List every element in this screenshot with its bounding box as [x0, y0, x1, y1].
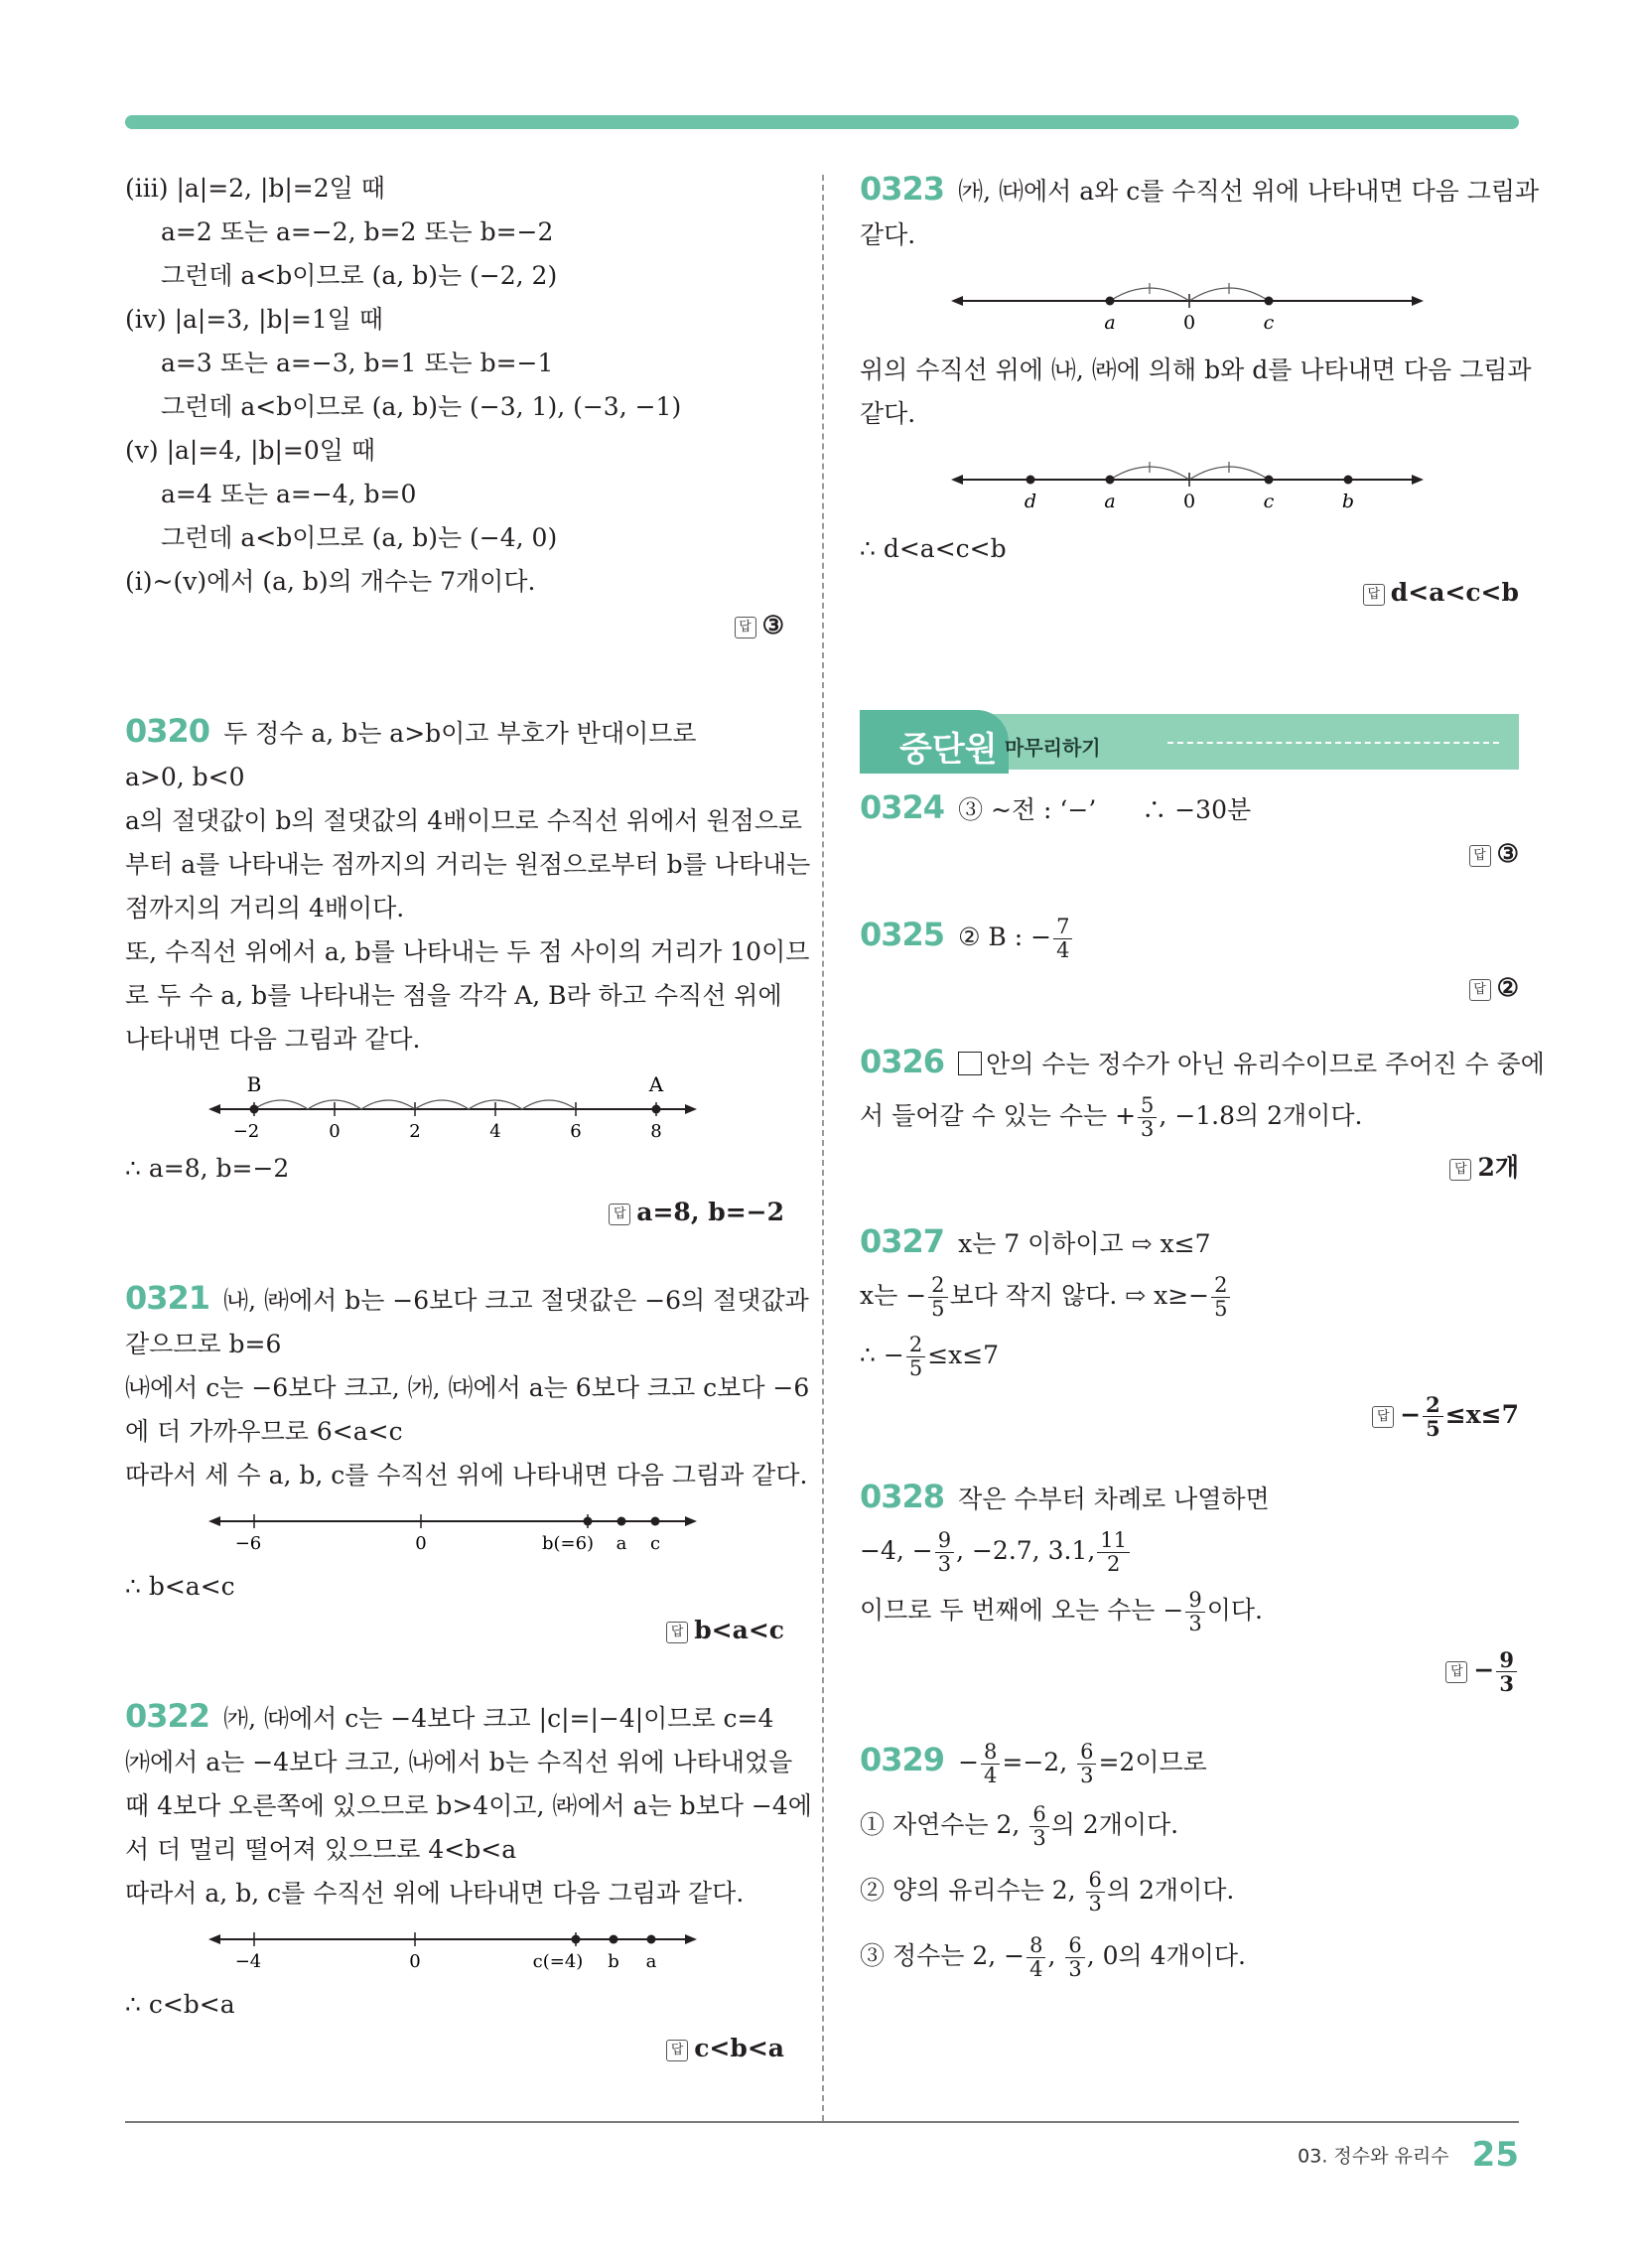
tick-label: 2 — [409, 1121, 421, 1141]
tick-label: 0 — [415, 1533, 427, 1554]
answer-line — [860, 571, 1519, 615]
tick-label: −2 — [232, 1121, 260, 1141]
answer-mark-icon: 답 — [1363, 584, 1385, 606]
problem-0321 — [125, 1276, 809, 1323]
tick-label: c — [1263, 312, 1275, 334]
text-line: a>0, b<0 — [125, 763, 245, 791]
number-line-0322 — [125, 1921, 784, 1977]
tick-label: a — [1104, 491, 1116, 512]
text-line: a=4 또는 a=−4, b=0 — [161, 480, 417, 508]
text-line: 따라서 세 수 a, b, c를 수직선 위에 나타내면 다음 그림과 같다. — [125, 1461, 808, 1489]
fraction: $\frac{9}{3}$ — [1496, 1648, 1517, 1695]
answer-value: 2개 — [1477, 1153, 1519, 1182]
banner-title: 중단원 — [899, 730, 998, 770]
answer-line: 답 − $\frac{9}{3}$ — [860, 1640, 1519, 1700]
text-line: 부터 a를 나타내는 점까지의 거리는 원점으로부터 b를 나타내는 — [125, 850, 811, 879]
text-line: a=3 또는 a=−3, b=1 또는 b=−1 — [161, 349, 554, 377]
text-line: ㈎, ㈐에서 a와 c를 수직선 위에 나타내면 다음 그림과 — [958, 177, 1540, 206]
chapter-label: 03. 정수와 유리수 — [1298, 2145, 1449, 2168]
answer-mark-icon: 답 — [1372, 1406, 1394, 1428]
fraction: $\frac{6}{3}$ — [1029, 1803, 1048, 1850]
tick-label: a — [616, 1533, 627, 1554]
right-column — [860, 167, 1545, 1989]
answer-mark-icon: 답 — [1469, 979, 1491, 1001]
bottom-rule — [125, 2121, 1519, 2123]
text-line: (iv) |a|=3, |b|=1일 때 — [125, 305, 384, 334]
text-line: 따라서 a, b, c를 수직선 위에 나타내면 다음 그림과 같다. — [125, 1879, 745, 1908]
problem-0323 — [860, 167, 1540, 213]
problem-0320 — [125, 709, 784, 756]
column-divider — [822, 175, 824, 2121]
answer-line — [860, 1146, 1519, 1190]
fraction: $\frac{8}{4}$ — [1026, 1934, 1045, 1981]
problem-0327 — [860, 1219, 1519, 1266]
problem-number: 0327 — [860, 1222, 945, 1260]
problem-0324 — [860, 785, 1519, 832]
problem-number: 0329 — [860, 1741, 945, 1778]
fraction: $\frac{2}{5}$ — [1423, 1393, 1443, 1440]
number-line-0323-b — [860, 442, 1519, 521]
text-line: 안의 수는 정수가 아닌 유리수이므로 주어진 수 중에 — [986, 1050, 1545, 1078]
text-line: x는 − $\frac{2}{5}$ 보다 작지 않다. ⇨ x≥− $\frac{2}{5}$ — [860, 1266, 1519, 1326]
conclusion: ∴ b<a<c — [125, 1572, 235, 1601]
problem-0329: 0329 − $\frac{8}{4}$ =−2, $\frac{6}{3}$ =2이므로 — [860, 1740, 1207, 1787]
answer-value: c<b<a — [694, 2034, 784, 2062]
answer-value: b<a<c — [694, 1616, 784, 1644]
tick-label: b — [608, 1951, 619, 1972]
answer-line — [860, 832, 1519, 876]
answer-mark-icon: 답 — [1449, 1159, 1471, 1181]
point-label-b: B — [246, 1072, 262, 1096]
answer-mark-icon: 답 — [609, 1204, 630, 1225]
fraction: $\frac{2}{5}$ — [1211, 1274, 1230, 1321]
tick-label: −6 — [234, 1533, 262, 1554]
answer-value: a=8, b=−2 — [636, 1198, 784, 1226]
text-line: 같다. — [860, 399, 916, 428]
text-line: 작은 수부터 차례로 나열하면 — [958, 1485, 1270, 1513]
text-line: 위의 수직선 위에 ㈏, ㈑에 의해 b와 d를 나타내면 다음 그림과 — [860, 355, 1532, 384]
conclusion: ∴ d<a<c<b — [860, 534, 1007, 563]
text-line: 또, 수직선 위에서 a, b를 나타내는 두 점 사이의 거리가 10이므 — [125, 937, 810, 966]
text-line: 그런데 a<b이므로 (a, b)는 (−4, 0) — [161, 523, 558, 552]
answer-line — [125, 604, 784, 647]
text-line: ① 자연수는 2, $\frac{6}{3}$ 의 2개이다. — [860, 1802, 1179, 1850]
answer-value: d<a<c<b — [1390, 578, 1519, 607]
text-line: ② 양의 유리수는 2, $\frac{6}{3}$ 의 2개이다. — [860, 1868, 1235, 1915]
banner-subtitle: 마무리하기 — [1005, 736, 1101, 760]
text-line: (v) |a|=4, |b|=0일 때 — [125, 436, 376, 465]
text-line: −4, − $\frac{9}{3}$ , −2.7, 3.1, $\frac{11}{2}$ — [860, 1521, 1519, 1581]
number-line-0320 — [125, 1067, 784, 1141]
fraction: $\frac{6}{3}$ — [1077, 1741, 1096, 1787]
answer-mark-icon: 답 — [1445, 1661, 1467, 1683]
text-line: ③ ~전 : ‘−’ — [958, 795, 1097, 824]
text-line: ② B : − — [958, 922, 1052, 951]
problem-0328 — [860, 1475, 1519, 1521]
text-line: 두 정수 a, b는 a>b이고 부호가 반대이므로 — [223, 719, 697, 748]
text-line: ㈏에서 c는 −6보다 크고, ㈎, ㈐에서 a는 6보다 크고 c보다 −6 — [125, 1373, 810, 1402]
problem-number: 0325 — [860, 916, 945, 953]
text-line: ㈎, ㈐에서 c는 −4보다 크고 |c|=|−4|이므로 c=4 — [223, 1704, 774, 1733]
top-accent-bar — [125, 115, 1519, 129]
problem-number: 0323 — [860, 170, 945, 208]
tick-label: a — [645, 1951, 657, 1972]
text-line: 서 더 멀리 떨어져 있으므로 4<b<a — [125, 1835, 517, 1864]
number-line-0321 — [125, 1503, 784, 1559]
text-line: 이므로 두 번째에 오는 수는 − $\frac{9}{3}$ 이다. — [860, 1588, 1263, 1635]
tick-label: 4 — [489, 1121, 501, 1141]
answer-line — [125, 2027, 784, 2070]
tick-label: b(=6) — [541, 1533, 595, 1554]
tick-label: d — [1024, 491, 1037, 512]
blank-box-icon — [958, 1052, 982, 1075]
page-footer — [1298, 2135, 1519, 2175]
banner-dashes — [1167, 742, 1499, 744]
point-label-a: A — [648, 1072, 664, 1096]
answer-value: ③ — [761, 611, 784, 639]
answer-line — [125, 1191, 784, 1234]
fraction: $\frac{2}{5}$ — [906, 1334, 925, 1380]
problem-number: 0326 — [860, 1043, 945, 1080]
tick-label: −4 — [234, 1951, 262, 1972]
tick-label: 8 — [650, 1121, 662, 1141]
tick-label: 0 — [1182, 491, 1196, 512]
text-line: 같으므로 b=6 — [125, 1330, 282, 1358]
text-line: (i)~(v)에서 (a, b)의 개수는 7개이다. — [125, 567, 536, 596]
problem-0326 — [860, 1040, 1545, 1086]
problem-number: 0324 — [860, 788, 945, 826]
tick-label: c — [1263, 491, 1275, 512]
text-line: 서 들어갈 수 있는 수는 + $\frac{5}{3}$ , −1.8의 2개이다. — [860, 1093, 1363, 1141]
text-line: ∴ −30분 — [1142, 795, 1252, 824]
fraction: $\frac{7}{4}$ — [1053, 916, 1072, 962]
fraction: $\frac{9}{3}$ — [1185, 1589, 1204, 1635]
fraction: $\frac{9}{3}$ — [935, 1529, 954, 1576]
tick-label: b — [1341, 491, 1355, 512]
tick-label: 0 — [409, 1951, 421, 1972]
problem-number: 0321 — [125, 1279, 210, 1317]
answer-line — [125, 1609, 784, 1652]
text-line: 같다. — [860, 220, 916, 249]
text-line: a의 절댓값이 b의 절댓값의 4배이므로 수직선 위에서 원점으로 — [125, 806, 803, 835]
conclusion: ∴ − $\frac{2}{5}$ ≤x≤7 — [860, 1333, 1000, 1380]
answer-value: ② — [1496, 973, 1519, 1002]
text-line: 그런데 a<b이므로 (a, b)는 (−3, 1), (−3, −1) — [161, 392, 682, 421]
text-line: ㈏, ㈑에서 b는 −6보다 크고 절댓값은 −6의 절댓값과 — [223, 1286, 809, 1315]
text-line: 그런데 a<b이므로 (a, b)는 (−2, 2) — [161, 261, 558, 290]
fraction: $\frac{8}{4}$ — [981, 1741, 1000, 1787]
text-line: ③ 정수는 2, − $\frac{8}{4}$ , $\frac{6}{3}$ , 0의 4개이다. — [860, 1933, 1246, 1981]
answer-mark-icon: 답 — [666, 2040, 688, 2061]
fraction: $\frac{6}{3}$ — [1065, 1934, 1084, 1981]
answer-mark-icon: 답 — [735, 617, 756, 638]
tick-label: c — [649, 1533, 661, 1554]
text-line: 나타내면 다음 그림과 같다. — [125, 1025, 421, 1054]
text-line: a=2 또는 a=−2, b=2 또는 b=−2 — [161, 217, 554, 246]
tick-label: 0 — [1182, 312, 1196, 334]
conclusion: ∴ a=8, b=−2 — [125, 1154, 290, 1183]
answer-line — [860, 966, 1519, 1010]
conclusion: ∴ c<b<a — [125, 1990, 235, 2019]
fraction: $\frac{2}{5}$ — [928, 1274, 947, 1321]
text-line: (iii) |a|=2, |b|=2일 때 — [125, 174, 385, 203]
tick-label: 0 — [329, 1121, 341, 1141]
number-line-0323-a — [860, 263, 1519, 343]
fraction: $\frac{5}{3}$ — [1138, 1094, 1157, 1141]
section-banner — [860, 714, 1519, 770]
answer-value: ③ — [1496, 839, 1519, 868]
answer-mark-icon: 답 — [1469, 845, 1491, 867]
problem-number: 0328 — [860, 1478, 945, 1515]
problem-number: 0322 — [125, 1697, 210, 1735]
answer-mark-icon: 답 — [666, 1622, 688, 1643]
fraction: $\frac{11}{2}$ — [1097, 1529, 1130, 1576]
fraction: $\frac{6}{3}$ — [1086, 1869, 1105, 1915]
tick-label: a — [1104, 312, 1116, 334]
text-line: 때 4보다 오른쪽에 있으므로 b>4이고, ㈑에서 a는 b보다 −4에 — [125, 1791, 812, 1820]
problem-0325 — [860, 906, 1519, 966]
text-line: x는 7 이하이고 ⇨ x≤7 — [958, 1229, 1211, 1258]
page-number: 25 — [1471, 2135, 1519, 2175]
left-column — [125, 167, 812, 2070]
problem-0322 — [125, 1694, 784, 1741]
tick-label: 6 — [570, 1121, 582, 1141]
answer-line: 답 − $\frac{2}{5}$ ≤x≤7 — [860, 1385, 1519, 1445]
problem-number: 0320 — [125, 712, 210, 750]
text-line: 에 더 가까우므로 6<a<c — [125, 1417, 403, 1446]
tick-label: c(=4) — [532, 1951, 584, 1972]
text-line: 점까지의 거리의 4배이다. — [125, 894, 405, 922]
text-line: ㈎에서 a는 −4보다 크고, ㈏에서 b는 수직선 위에 나타내었을 — [125, 1748, 793, 1776]
text-line: 로 두 수 a, b를 나타내는 점을 각각 A, B라 하고 수직선 위에 — [125, 981, 782, 1010]
